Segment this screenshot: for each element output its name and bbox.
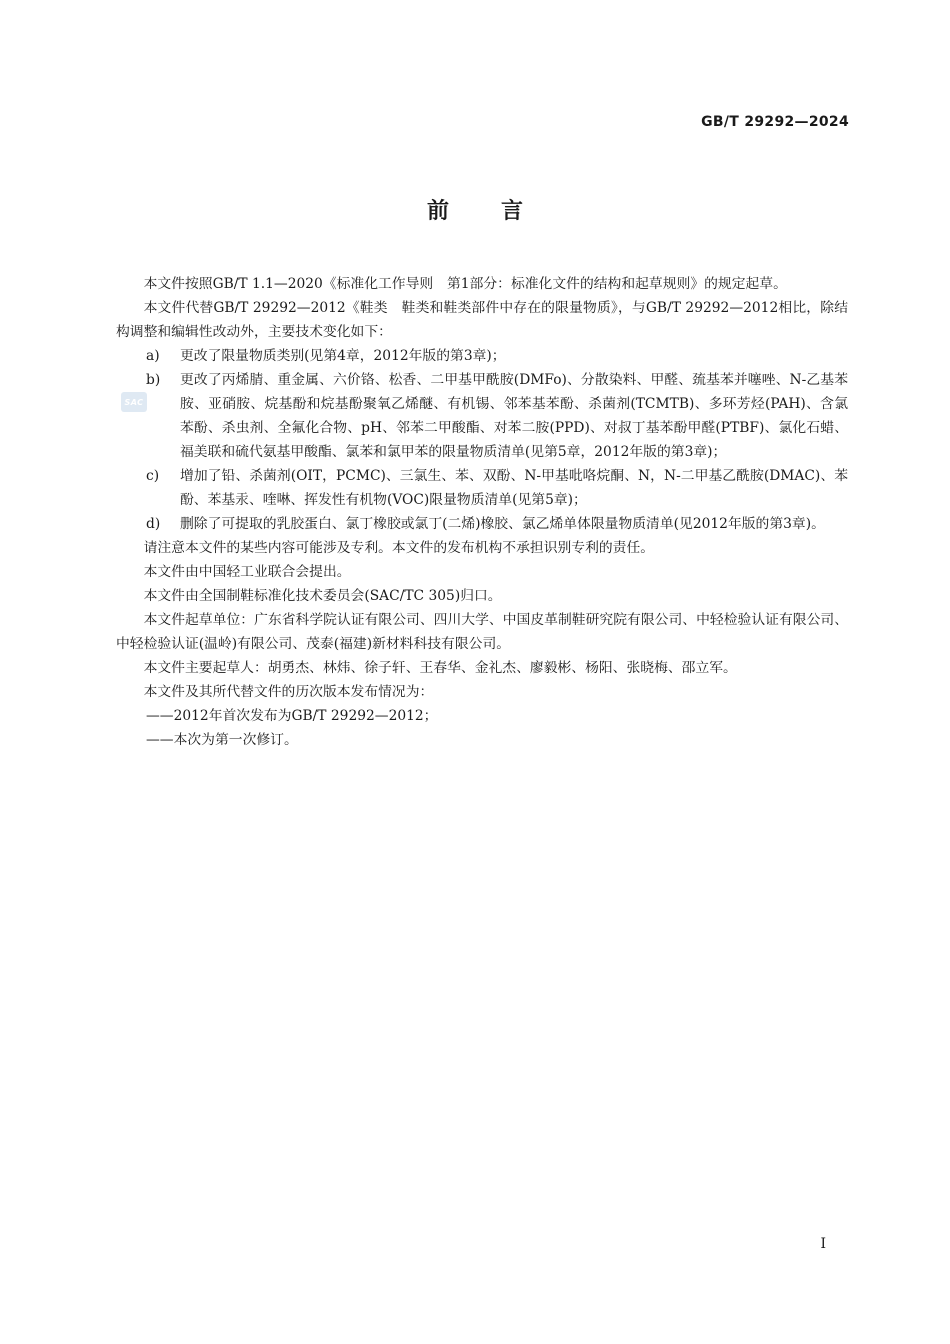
change-item-mark: d) — [146, 516, 161, 532]
page-title: 前言 — [426, 199, 575, 224]
paragraph-drafters: 本文件主要起草人：胡勇杰、林炜、徐子轩、王春华、金礼杰、廖毅彬、杨阳、张晓梅、邵立军。 — [143, 660, 737, 676]
change-item — [116, 464, 848, 512]
change-item — [116, 368, 848, 464]
paragraph-proposer: 本文件由中国轻工业联合会提出。 — [143, 564, 351, 580]
sac-watermark-logo: SAC — [121, 392, 147, 412]
paragraph-history-intro: 本文件及其所代替文件的历次版本发布情况为： — [143, 684, 434, 700]
change-item-mark: a) — [146, 348, 160, 364]
paragraph-replacement: 本文件代替GB/T 29292—2012《鞋类 鞋类和鞋类部件中存在的限量物质》，与GB/T 29292—2012相比，除结构调整和编辑性改动外，主要技术变化如下： — [116, 300, 848, 340]
paragraph-technical-committee: 本文件由全国制鞋标准化技术委员会(SAC/TC 305)归口。 — [143, 588, 502, 604]
paragraph-patent-notice: 请注意本文件的某些内容可能涉及专利。本文件的发布机构不承担识别专利的责任。 — [143, 540, 655, 556]
change-item-mark: c) — [146, 468, 160, 484]
document-body — [116, 272, 848, 752]
paragraph-drafting-units: 本文件起草单位：广东省科学院认证有限公司、四川大学、中国皮革制鞋研究院有限公司、中轻检验认证有限公司、中轻检验认证(温岭)有限公司、茂泰(福建)新材料科技有限公司。 — [116, 612, 848, 652]
history-item: ——2012年首次发布为GB/T 29292—2012； — [146, 708, 438, 724]
change-item — [116, 344, 848, 368]
change-item — [116, 512, 848, 536]
history-item: ——本次为第一次修订。 — [146, 732, 298, 748]
change-item-text: 删除了可提取的乳胶蛋白、氯丁橡胶或氯丁(二烯)橡胶、氯乙烯单体限量物质清单(见2012年版的第3章)。 — [180, 516, 825, 532]
change-item-text: 更改了限量物质类别(见第4章，2012年版的第3章)； — [180, 348, 506, 364]
page-number: I — [820, 1236, 826, 1252]
paragraph-drafting-rules: 本文件按照GB/T 1.1—2020《标准化工作导则 第1部分：标准化文件的结构和起草规则》的规定起草。 — [143, 276, 787, 292]
change-item-text: 更改了丙烯腈、重金属、六价铬、松香、二甲基甲酰胺(DMFo)、分散染料、甲醛、巯基苯并噻唑、N-乙基苯胺、亚硝胺、烷基酚和烷基酚聚氧乙烯醚、有机锡、邻苯基苯酚、杀菌剂(TCMTB)、多环芳烃(PAH)、含氯苯酚、杀虫剂、全氟化合物、pH、邻苯二甲酸酯、对苯二胺(PPD)、对叔丁基苯酚甲醛(PTBF)、氯化石蜡、福美联和硫代氨基甲酸酯、氯苯和氯甲苯的限量物质清单(见第5章，2012年版的第3章)； — [180, 372, 848, 460]
change-item-mark: b) — [146, 372, 161, 388]
standard-code: GB/T 29292—2024 — [701, 114, 849, 130]
change-item-text: 增加了铅、杀菌剂(OIT，PCMC)、三氯生、苯、双酚、N-甲基吡咯烷酮、N，N-二甲基乙酰胺(DMAC)、苯酚、苯基汞、喹啉、挥发性有机物(VOC)限量物质清单(见第5章)； — [180, 468, 848, 508]
